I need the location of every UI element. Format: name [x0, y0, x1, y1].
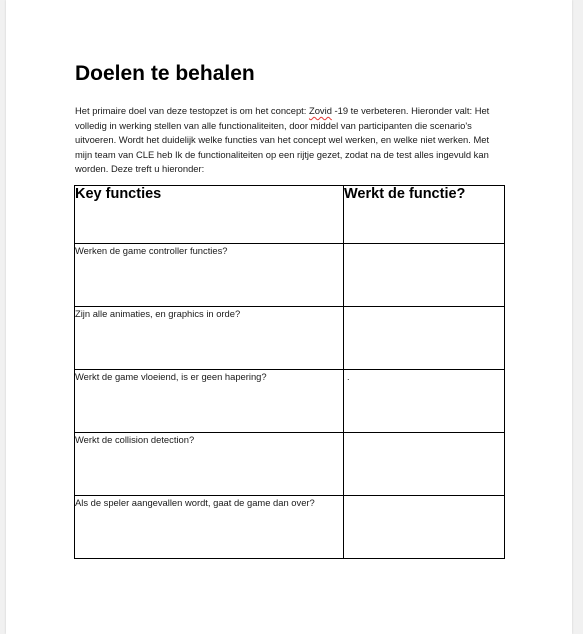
function-cell[interactable]: Werkt de collision detection? — [75, 433, 344, 496]
header-werkt-de-functie[interactable]: Werkt de functie? — [344, 186, 505, 244]
function-cell[interactable]: Werken de game controller functies? — [75, 244, 344, 307]
intro-paragraph — [75, 104, 505, 177]
works-value: . — [347, 372, 350, 382]
function-table — [74, 185, 505, 559]
works-cell[interactable] — [344, 244, 505, 307]
works-cell[interactable] — [344, 433, 505, 496]
table-row — [75, 307, 505, 370]
table-row — [75, 433, 505, 496]
intro-text-end: -19 te verbeteren. Hieronder valt: Het volledig in werking stellen van alle functionaliteiten, door middel van participanten die scenario's uitvoeren. Wordt het duidelijk welke functies van het concept wel werken, en welke niet werken. Met mijn team van CLE heb Ik de functionaliteiten op een rijtje gezet, zodat na de test alles ingevuld kan worden. Deze treft u hieronder: — [75, 105, 490, 175]
misspelled-word[interactable]: Zovid — [308, 105, 332, 116]
table-header-row — [75, 186, 505, 244]
page-title: Doelen te behalen — [75, 62, 255, 85]
intro-text-start: Het primaire doel van deze testopzet is om het concept: — [75, 105, 309, 116]
works-cell[interactable] — [344, 370, 505, 433]
function-cell[interactable]: Werkt de game vloeiend, is er geen hapering? — [75, 370, 344, 433]
works-cell[interactable] — [344, 496, 505, 559]
header-key-functies[interactable]: Key functies — [75, 186, 344, 244]
table-row — [75, 496, 505, 559]
table-row — [75, 370, 505, 433]
function-cell[interactable]: Zijn alle animaties, en graphics in orde? — [75, 307, 344, 370]
table-row — [75, 244, 505, 307]
function-cell[interactable]: Als de speler aangevallen wordt, gaat de game dan over? — [75, 496, 344, 559]
document-page — [6, 0, 572, 634]
works-cell[interactable] — [344, 307, 505, 370]
